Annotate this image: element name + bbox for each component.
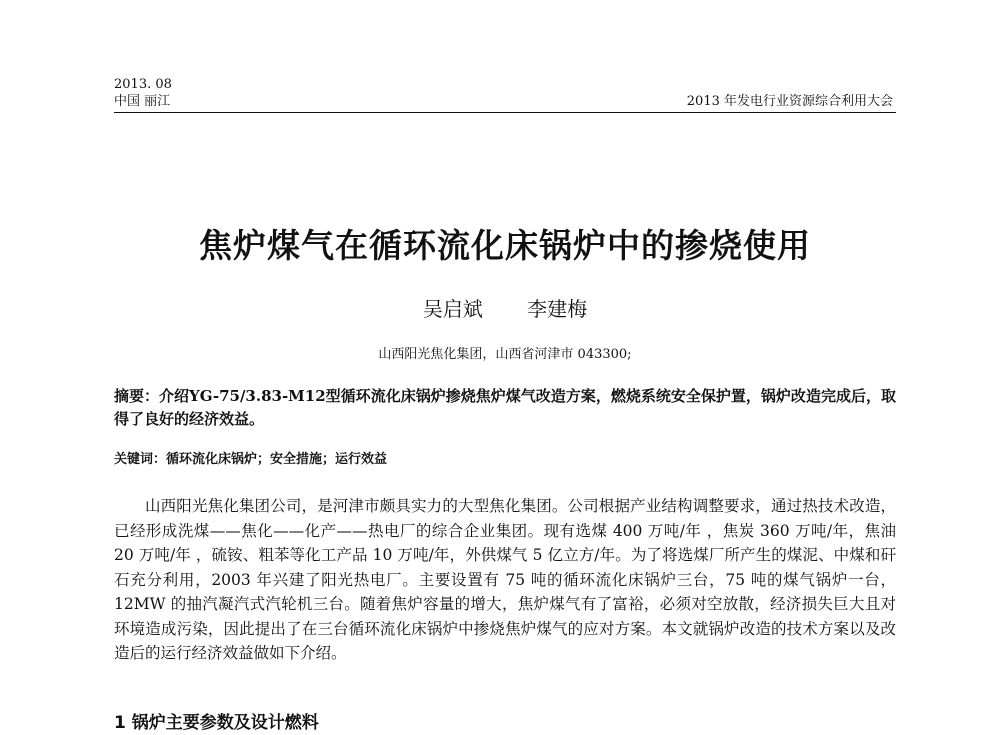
author-name: 李建梅 <box>527 297 588 321</box>
header-conference: 2013 年发电行业资源综合利用大会 <box>686 94 893 109</box>
author-name: 吴启斌 <box>422 297 483 321</box>
body-paragraph: 山西阳光焦化集团公司，是河津市颇具实力的大型焦化集团。公司根据产业结构调整要求，通过热技术改造，已经形成洗煤——焦化——化产——热电厂的综合企业集团。现有选煤 400 万吨/年 ，焦炭 360 万吨/年，焦油 20 万吨/年 ，硫铵、粗苯等化工产品 10 万吨/年，外供煤气 5 亿立方/年。为了将选煤厂所产生的煤泥、中煤和矸石充分利用，2003 年兴建了阳光热电厂。主要设置有 75 吨的循环流化床锅炉三台，75 吨的煤气锅炉一台，12MW 的抽汽凝汽式汽轮机三台。随着焦炉容量的增大，焦炉煤气有了富裕，必须对空放散，经济损失巨大且对环境造成污染，因此提出了在三台循环流化床锅炉中掺烧焦炉煤气的应对方案。本文就锅炉改造的技术方案以及改造后的运行经济效益做如下介绍。 <box>114 497 896 662</box>
affiliation: 山西阳光焦化集团，山西省河津市 043300; <box>378 347 632 362</box>
abstract-label: 摘要： <box>114 387 160 405</box>
author-list <box>114 296 896 322</box>
abstract-text: 介绍YG-75/3.83-M12型循环流化床锅炉掺烧焦炉煤气改造方案，燃烧系统安全保护置，锅炉改造完成后，取得了良好的经济效益。 <box>114 387 896 428</box>
header-location: 中国 丽江 <box>114 94 171 109</box>
abstract <box>114 385 896 431</box>
section-heading: 1 锅炉主要参数及设计燃料 <box>114 713 319 733</box>
header-left <box>114 76 172 110</box>
keywords <box>114 451 896 469</box>
header-rule <box>114 112 896 113</box>
header-date: 2013. 08 <box>114 77 172 92</box>
keywords-label: 关键词： <box>114 452 167 467</box>
paper-title: 焦炉煤气在循环流化床锅炉中的掺烧使用 <box>199 226 811 265</box>
keywords-text: 循环流化床锅炉；安全措施；运行效益 <box>166 452 388 467</box>
